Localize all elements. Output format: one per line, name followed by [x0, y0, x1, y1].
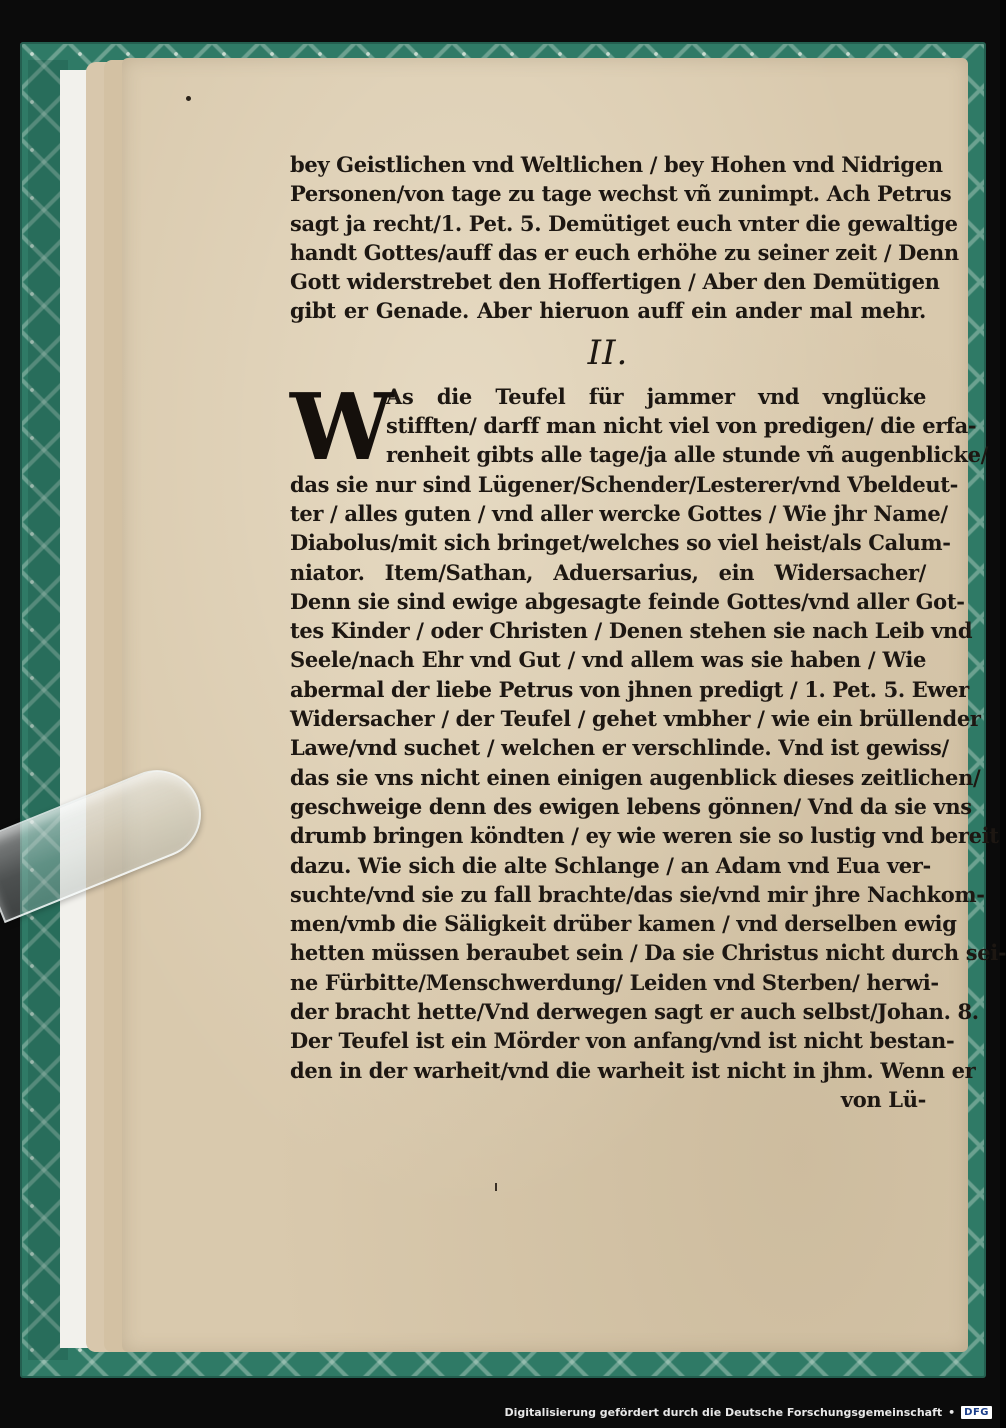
text-line: abermal der liebe Petrus von jhnen predigt / 1. Pet. 5. Ewer: [290, 676, 969, 702]
text-line: tes Kinder / oder Christen / Denen stehen sie nach Leib vnd: [290, 618, 973, 644]
text-line: Diabolus/mit sich bringet/welches so viel heist/als Calum-: [290, 530, 951, 556]
text-line: geschweige denn des ewigen lebens gönnen/ Vnd da sie vns: [290, 793, 972, 819]
text-line: niator. Item/Sathan, Aduersarius, ein Widersacher/: [290, 559, 926, 585]
text-line: der bracht hette/Vnd derwegen sagt er auch selbst/Johan. 8.: [290, 999, 979, 1025]
text-line: men/vmb die Säligkeit drüber kamen / vnd derselben ewig: [290, 911, 957, 937]
page-speck: [495, 1183, 497, 1191]
text-line: suchte/vnd sie zu fall brachte/das sie/vnd mir jhre Nachkom-: [290, 881, 985, 907]
text-line: sagt ja recht/1. Pet. 5. Demütiget euch vnter die gewaltige: [290, 210, 958, 236]
text-line: As die Teufel für jammer vnd vnglücke: [386, 383, 926, 409]
text-line: bey Geistlichen vnd Weltlichen / bey Hohen vnd Nidrigen: [290, 152, 943, 177]
text-line: dazu. Wie sich die alte Schlange / an Adam vnd Eua ver-: [290, 852, 931, 878]
text-line: ne Fürbitte/Menschwerdung/ Leiden vnd Sterben/ herwi-: [290, 969, 939, 995]
page-text: [290, 150, 1006, 1114]
text-line: drumb bringen köndten / ey wie weren sie so lustig vnd bereit: [290, 823, 999, 849]
text-line: gibt er Genade. Aber hieruon auff ein ander mal mehr.: [290, 298, 926, 324]
text-line: Gott widerstrebet den Hoffertigen / Aber den Demütigen: [290, 269, 940, 295]
text-line: stifften/ darff man nicht viel von predigen/ die erfa-: [386, 413, 977, 439]
text-line: Der Teufel ist ein Mörder von anfang/vnd ist nicht bestan-: [290, 1028, 955, 1054]
text-line: Widersacher / der Teufel / gehet vmbher / wie ein brüllender: [290, 706, 981, 732]
text-line: Seele/nach Ehr vnd Gut / vnd allem was sie haben / Wie: [290, 647, 926, 673]
text-line: Personen/von tage zu tage wechst vñ zunimpt. Ach Petrus: [290, 181, 952, 207]
text-line: renheit gibts alle tage/ja alle stunde vñ augenblicke/: [386, 442, 988, 468]
digitization-credit: [504, 1402, 992, 1422]
text-line: den in der warheit/vnd die warheit ist nicht in jhm. Wenn er: [290, 1057, 976, 1083]
paragraph-previous: [290, 150, 959, 326]
text-line: hetten müssen beraubet sein / Da sie Christus nicht durch sei-: [290, 940, 1006, 966]
paragraph-section-2: [290, 372, 1006, 1085]
body-lines: [290, 470, 1006, 1085]
text-line: das sie vns nicht einen einigen augenblick dieses zeitlichen/: [290, 764, 981, 790]
text-line: das sie nur sind Lügener/Schender/Lesterer/vnd Vbeldeut-: [290, 471, 959, 497]
section-number: II.: [587, 332, 629, 373]
page-speck: [186, 96, 191, 101]
dfg-logo: DFG: [961, 1406, 992, 1419]
text-line: handt Gottes/auff das er euch erhöhe zu seiner zeit / Denn: [290, 239, 959, 265]
text-line: Lawe/vnd suchet / welchen er verschlinde. Vnd ist gewiss/: [290, 735, 949, 761]
text-line: Denn sie sind ewige abgesagte feinde Gottes/vnd aller Got-: [290, 588, 965, 614]
credit-text: Digitalisierung gefördert durch die Deutsche Forschungsgemeinschaft: [504, 1405, 943, 1419]
text-line: ter / alles guten / vnd aller wercke Gottes / Wie jhr Name/: [290, 500, 948, 526]
decorated-initial: W: [290, 372, 394, 481]
credit-bullet: •: [948, 1405, 956, 1419]
catchword: von Lü-: [840, 1086, 926, 1112]
